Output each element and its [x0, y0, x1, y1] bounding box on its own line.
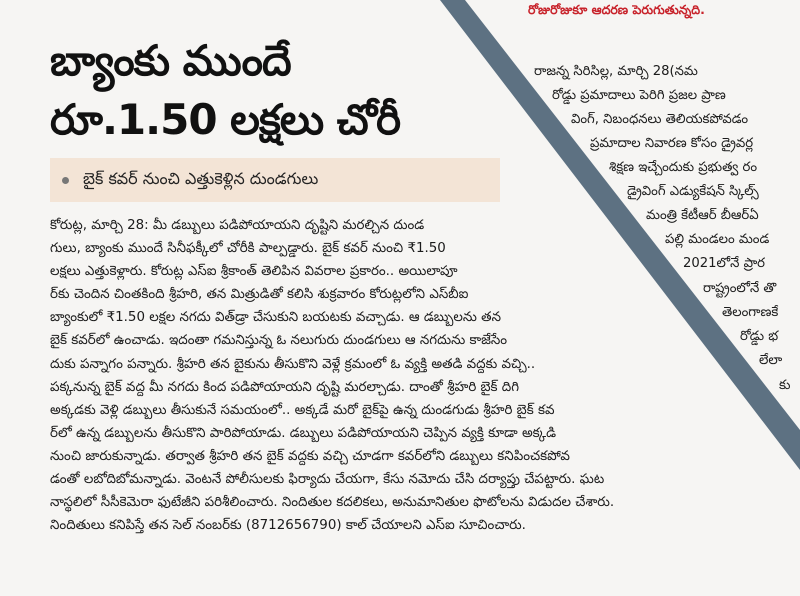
article-line: పక్కనున్న బైక్ వద్ద మీ నగదు కింద పడిపోయాయని దృష్టి మరల్చాడు. దాంతో శ్రీహరి బైక్ దిగి: [50, 379, 520, 395]
side-article-line: 2021లోనే ప్రార: [683, 256, 765, 271]
side-article-line: మంత్రి కేటీఆర్ బీఆర్ఏ: [646, 208, 759, 223]
article-line: అక్కడకు వెళ్లి డబ్బులు తీసుకునే సమయంలో.. అక్కడే మరో బైక్‌పై ఉన్న దుండగుడు శ్రీహరి బైక్ కవ: [50, 402, 555, 418]
side-article-line: తెలంగాణకే: [722, 305, 779, 320]
side-article-line: వింగ్, నిబంధనలు తెలియకపోవడం: [571, 112, 749, 127]
top-snippet: రోజురోజుకూ ఆదరణ పెరుగుతున్నది.: [528, 2, 705, 17]
article-line: బ్యాంకులో ₹1.50 లక్షల నగదు విత్‌డ్రా చేసుకుని బయటకు వచ్చాడు. ఆ డబ్బులను తన: [50, 310, 501, 326]
side-article-line: రాజన్న సిరిసిల్ల, మార్చి 28(నమ: [534, 64, 698, 79]
side-article-line: లేలా: [759, 353, 783, 368]
article-line: ర్‌కు చెందిన చింతకింది శ్రీహరి, తన మిత్రుడితో కలిసి శుక్రవారం కోరుట్లలోని ఎస్‌బీఐ: [50, 287, 469, 303]
side-article-line: ప్రమాదాల నివారణ కోసం డ్రైవర్ల: [590, 136, 754, 151]
article-line: ర్‌లో ఉన్న డబ్బులను తీసుకొని పారిపోయాడు. డబ్బులు పడిపోయాయని చెప్పిన వ్యక్తి కూడా అక్కడి: [50, 425, 557, 441]
side-article-line: రోడ్డు భ: [740, 329, 779, 344]
headline-line-2: రూ.1.50 లక్షలు చోరీ: [50, 95, 401, 144]
article-line: గులు, బ్యాంకు ముందే సినీఫక్కీలో చోరీకి పాల్పడ్డారు. బైక్ కవర్ నుంచి ₹1.50: [50, 241, 446, 257]
article-line: కోరుట్ల, మార్చి 28: మీ డబ్బులు పడిపోయాయని దృష్టిని మరల్చిన దుండ: [50, 218, 425, 233]
side-article-line: కు: [779, 378, 791, 393]
article-line: నుంచి జారుకున్నాడు. తర్వాత శ్రీహరి తన బైక్ వద్దకు వచ్చి చూడగా కవర్‌లోని డబ్బులు కనిపించకపోవ: [50, 448, 570, 464]
article-line: నాస్థలిలో సీసీకెమెరా ఫుటేజీని పరిశీలించారు. నిందితుల కదలికలు, అనుమానితుల ఫొటోలను విడుదల చేశారు.: [50, 495, 615, 511]
subheadline: బైక్ కవర్ నుంచి ఎత్తుకెళ్లిన దుండగులు: [83, 168, 319, 188]
headline-line-1: బ్యాంకు ముందే: [50, 36, 291, 85]
article-line: లక్షలు ఎత్తుకెళ్లారు. కోరుట్ల ఎస్ఐ శ్రీకాంత్ తెలిపిన వివరాల ప్రకారం.. అయిలాపూ: [50, 264, 458, 280]
side-article-line: డ్రైవింగ్ ఎడ్యుకేషన్ స్కిల్స్: [627, 184, 759, 199]
side-article-line: శిక్షణ ఇచ్చేందుకు ప్రభుత్వ రం: [609, 160, 758, 175]
article-line: డంతో లబోదిబోమన్నాడు. వెంటనే పోలీసులకు ఫిర్యాదు చేయగా, కేసు నమోదు చేసి దర్యాప్తు చేపట్టారు. ఘట: [50, 472, 605, 488]
side-article-line: రోడ్డు ప్రమాదాలు పెరిగి ప్రజల ప్రాణ: [552, 88, 726, 103]
article-line: దుకు పన్నాగం పన్నారు. శ్రీహరి తన బైకును తీసుకొని వెళ్లే క్రమంలో ఓ వ్యక్తి అతడి వద్దకు వచ్చి..: [50, 356, 536, 372]
article-line: బైక్ కవర్‌లో ఉంచాడు. ఇదంతా గమనిస్తున్న ఓ నలుగురు దుండగులు ఆ నగదును కాజేసేం: [50, 333, 508, 349]
article-line: నిందితులు కనిపిస్తే తన సెల్ నంబర్‌కు (8712656790) కాల్ చేయాలని ఎస్ఐ సూచించారు.: [50, 518, 526, 534]
side-article-line: పల్లి మండలం మండ: [665, 232, 770, 247]
side-article-line: రాష్ట్రంలోనే తొ: [703, 281, 777, 296]
